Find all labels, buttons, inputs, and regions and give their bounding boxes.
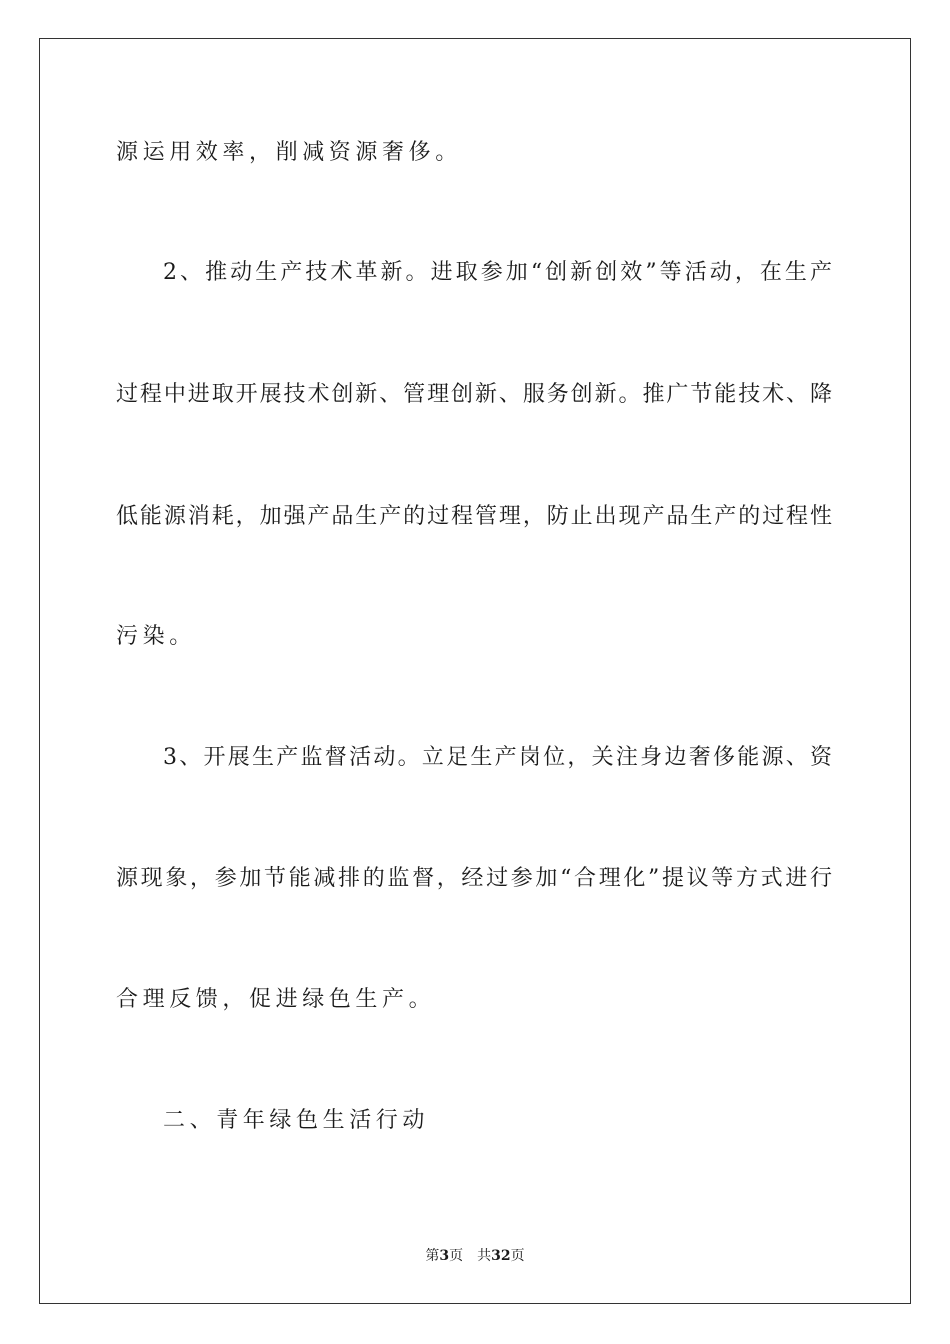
page-footer — [0, 1246, 950, 1266]
text-line: 2、推动生产技术革新。进取参加“创新创效”等活动，在生产 — [163, 260, 832, 285]
text-line: 污染。 — [116, 624, 196, 649]
footer-total-prefix: 共 — [477, 1248, 492, 1264]
footer-page-prefix: 第 — [425, 1248, 440, 1264]
text-line: 源现象，参加节能减排的监督，经过参加“合理化”提议等方式进行 — [116, 866, 832, 891]
section-heading: 二、青年绿色生活行动 — [163, 1108, 430, 1133]
text-line: 低能源消耗，加强产品生产的过程管理，防止出现产品生产的过程性 — [116, 504, 832, 529]
text-line: 过程中进取开展技术创新、管理创新、服务创新。推广节能技术、降 — [116, 382, 832, 407]
footer-total-suffix: 页 — [510, 1248, 525, 1264]
footer-page-suffix: 页 — [449, 1248, 464, 1264]
text-line: 合理反馈，促进绿色生产。 — [116, 987, 436, 1012]
text-line: 3、开展生产监督活动。立足生产岗位，关注身边奢侈能源、资 — [163, 745, 832, 770]
footer-total-pages: 32 — [491, 1248, 511, 1264]
text-line: 源运用效率，削减资源奢侈。 — [116, 140, 462, 165]
footer-page-number: 3 — [439, 1248, 450, 1264]
